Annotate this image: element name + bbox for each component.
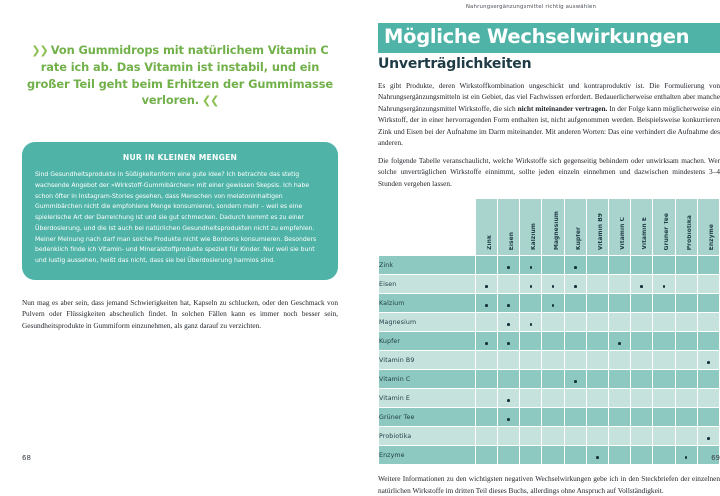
right-paragraph-1 bbox=[378, 80, 720, 149]
table-cell-marked bbox=[476, 275, 497, 293]
table-row bbox=[379, 351, 719, 369]
table-column-header-label: Kupfer bbox=[575, 227, 582, 251]
table-cell-empty bbox=[476, 408, 497, 426]
table-cell-empty bbox=[542, 389, 563, 407]
table-cell-empty bbox=[631, 294, 652, 312]
pull-quote-text: Von Gummidrops mit natürlichem Vitamin C rate ich ab. Das Vitamin ist instabil, und ein großer Teil geht beim Erhitzen der Gummimasse verloren. bbox=[26, 43, 334, 108]
table-cell-empty bbox=[631, 408, 652, 426]
table-column-header-label: Eisen bbox=[509, 231, 516, 251]
table-cell-marked bbox=[476, 294, 497, 312]
table-cell-empty bbox=[565, 389, 586, 407]
table-cell-empty bbox=[520, 351, 541, 369]
interaction-dot-icon bbox=[618, 342, 621, 345]
table-row-label: Vitamin B9 bbox=[379, 351, 475, 369]
page-number-right: 69 bbox=[711, 454, 720, 462]
table-cell-marked bbox=[520, 275, 541, 293]
table-column-header bbox=[653, 199, 674, 255]
table-cell-empty bbox=[676, 351, 697, 369]
table-cell-empty bbox=[498, 370, 519, 388]
interaction-dot-icon bbox=[574, 285, 577, 288]
table-cell-empty bbox=[542, 446, 563, 464]
table-column-header-label: Grüner Tee bbox=[664, 212, 671, 251]
table-cell-empty bbox=[676, 332, 697, 350]
table-cell-empty bbox=[653, 408, 674, 426]
left-body-paragraph: Nun mag es aber sein, dass jemand Schwierigkeiten hat, Kapseln zu schlucken, oder den Geschmack von Pulvern oder Flüssigkeiten abscheulich findet. In solchen Fällen kann es immer noch besser sein, Gesundheitsprodukte in Gummiform einzunehmen, als ganz darauf zu verzichten. bbox=[22, 297, 338, 330]
table-cell-marked bbox=[609, 332, 630, 350]
table-column-header-label: Vitamin B9 bbox=[597, 212, 604, 251]
table-cell-empty bbox=[631, 446, 652, 464]
table-cell-empty bbox=[631, 256, 652, 274]
table-cell-marked bbox=[565, 370, 586, 388]
interaction-dot-icon bbox=[707, 361, 710, 364]
table-cell-empty bbox=[698, 313, 719, 331]
table-cell-empty bbox=[565, 351, 586, 369]
table-cell-empty bbox=[653, 294, 674, 312]
callout-box bbox=[22, 142, 338, 279]
interaction-dot-icon bbox=[663, 285, 666, 288]
table-row bbox=[379, 313, 719, 331]
table-cell-empty bbox=[609, 427, 630, 445]
table-cell-empty bbox=[609, 351, 630, 369]
table-row bbox=[379, 370, 719, 388]
table-column-header bbox=[498, 199, 519, 255]
interaction-dot-icon bbox=[574, 266, 577, 269]
table-row-label: Vitamin C bbox=[379, 370, 475, 388]
table-cell-marked bbox=[476, 332, 497, 350]
table-row bbox=[379, 446, 719, 464]
table-column-header-label: Zink bbox=[486, 235, 493, 251]
interaction-dot-icon bbox=[507, 342, 510, 345]
table-cell-empty bbox=[476, 313, 497, 331]
right-paragraph-1-a: Es gibt Produkte, deren Wirkstoffkombination ungeschickt und kontraproduktiv ist. Die Formulierung von Nahrungsergänzungsmitteln ist ein Gebiet, das viel Fachwissen erfordert. Bedauerlicherweise enthalten aber manche Nahrungsergänzungsmittel Wirkstoffe, die sich bbox=[378, 81, 720, 113]
table-cell-empty bbox=[565, 294, 586, 312]
table-column-header bbox=[520, 199, 541, 255]
table-cell-empty bbox=[520, 370, 541, 388]
interaction-dot-icon bbox=[507, 418, 510, 421]
table-column-header bbox=[542, 199, 563, 255]
table-cell-empty bbox=[698, 275, 719, 293]
table-cell-empty bbox=[698, 408, 719, 426]
table-cell-marked bbox=[631, 275, 652, 293]
table-cell-empty bbox=[565, 313, 586, 331]
table-corner-cell bbox=[379, 199, 475, 255]
table-cell-empty bbox=[520, 427, 541, 445]
right-paragraph-2: Die folgende Tabelle veranschaulicht, welche Wirkstoffe sich gegenseitig behindern oder unwirksam machen. Wer solche unverträglichen Wirkstoffe einnimmt, sollte jeden einzeln einnehmen und dazwischen mindestens 3–4 Stunden vergehen lassen. bbox=[378, 155, 720, 188]
table-cell-empty bbox=[587, 256, 608, 274]
interaction-dot-icon bbox=[552, 304, 555, 307]
table-cell-empty bbox=[587, 408, 608, 426]
table-row-label: Magnesium bbox=[379, 313, 475, 331]
table-cell-empty bbox=[676, 275, 697, 293]
table-column-header-label: Vitamin E bbox=[642, 217, 649, 251]
table-cell-empty bbox=[542, 370, 563, 388]
left-page bbox=[0, 0, 360, 474]
interaction-dot-icon bbox=[530, 285, 533, 288]
table-row-label: Eisen bbox=[379, 275, 475, 293]
table-cell-empty bbox=[653, 332, 674, 350]
table-cell-empty bbox=[476, 446, 497, 464]
callout-body: Sind Gesundheitsprodukte in Süßigkeitenform eine gute Idee? Ich betrachte das stetig wachsende Angebot der »Wirkstoff-Gummibärchen« mit einer gewissen Skepsis. Ich habe schon öfter in Instagram-Stories gesehen, dass Menschen von melatoninhaltigen Gummibärchen nicht die empfohlene Menge konsumieren, sondern mehr – weil es eine spielerische Art der Darreichung ist und sie gut schmecken. Dadurch kommt es zu einer Überdosierung, und die ist auch bei natürlichen Gesundheitsprodukten nicht zu empfehlen. Meiner Meinung nach darf man solche Produkte nicht wie Bonbons konsumieren. Besonders bedenklich finde ich Vitamin- und Mineralstoffprodukte speziell für Kinder. Nur weil sie bunt und lustig aussehen, heißt das nicht, dass sie bei Überdosierung harmlos sind. bbox=[35, 171, 317, 264]
right-paragraph-3: Weitere Informationen zu den wichtigsten negativen Wechselwirkungen gebe ich in den Steckbriefen der einzelnen natürlichen Wirkstoffe im dritten Teil dieses Buchs, allerdings ohne Anspruch auf Vollständigkeit. bbox=[378, 474, 720, 495]
table-cell-empty bbox=[653, 389, 674, 407]
table-row-label: Kupfer bbox=[379, 332, 475, 350]
interaction-dot-icon bbox=[685, 456, 688, 459]
table-cell-marked bbox=[542, 294, 563, 312]
table-cell-empty bbox=[609, 370, 630, 388]
table-column-header-label: Enzyme bbox=[708, 223, 715, 251]
interaction-dot-icon bbox=[485, 285, 488, 288]
table-column-header bbox=[609, 199, 630, 255]
table-cell-empty bbox=[698, 332, 719, 350]
table-cell-empty bbox=[587, 313, 608, 331]
page-number-left: 68 bbox=[22, 454, 31, 462]
table-column-header-label: Magnesium bbox=[553, 211, 560, 251]
table-column-header bbox=[676, 199, 697, 255]
table-cell-marked bbox=[565, 275, 586, 293]
interaction-table bbox=[378, 198, 720, 465]
table-column-header-label: Vitamin C bbox=[620, 217, 627, 251]
table-cell-empty bbox=[631, 332, 652, 350]
table-cell-empty bbox=[698, 294, 719, 312]
table-row-label: Vitamin E bbox=[379, 389, 475, 407]
table-cell-marked bbox=[565, 256, 586, 274]
table-cell-empty bbox=[520, 446, 541, 464]
interaction-dot-icon bbox=[574, 380, 577, 383]
table-cell-empty bbox=[653, 351, 674, 369]
table-cell-empty bbox=[631, 370, 652, 388]
table-cell-empty bbox=[587, 427, 608, 445]
table-cell-marked bbox=[653, 275, 674, 293]
interaction-dot-icon bbox=[596, 456, 599, 459]
table-cell-empty bbox=[565, 332, 586, 350]
table-row bbox=[379, 275, 719, 293]
table-cell-empty bbox=[631, 351, 652, 369]
table-cell-empty bbox=[609, 294, 630, 312]
table-row bbox=[379, 427, 719, 445]
table-row bbox=[379, 294, 719, 312]
table-cell-empty bbox=[542, 427, 563, 445]
table-cell-empty bbox=[631, 313, 652, 331]
table-cell-empty bbox=[587, 332, 608, 350]
table-cell-empty bbox=[542, 351, 563, 369]
table-cell-empty bbox=[498, 446, 519, 464]
table-cell-marked bbox=[498, 408, 519, 426]
interaction-dot-icon bbox=[507, 266, 510, 269]
interaction-dot-icon bbox=[552, 285, 555, 288]
table-column-header bbox=[698, 199, 719, 255]
table-cell-marked bbox=[498, 313, 519, 331]
table-cell-empty bbox=[476, 256, 497, 274]
table-cell-empty bbox=[676, 313, 697, 331]
pull-quote bbox=[22, 42, 338, 109]
table-column-header bbox=[476, 199, 497, 255]
table-cell-empty bbox=[565, 408, 586, 426]
table-column-header-label: Probiotika bbox=[686, 214, 693, 251]
table-cell-empty bbox=[520, 389, 541, 407]
right-page bbox=[360, 0, 720, 495]
chapter-banner-title: Mögliche Wechselwirkungen bbox=[378, 23, 720, 53]
quote-open-icon: ❯❯ bbox=[31, 44, 48, 57]
table-cell-empty bbox=[520, 332, 541, 350]
table-cell-empty bbox=[698, 256, 719, 274]
table-cell-marked bbox=[542, 275, 563, 293]
table-cell-marked bbox=[698, 427, 719, 445]
table-cell-empty bbox=[587, 389, 608, 407]
table-column-header bbox=[587, 199, 608, 255]
table-cell-empty bbox=[542, 313, 563, 331]
table-cell-empty bbox=[498, 275, 519, 293]
table-cell-empty bbox=[676, 427, 697, 445]
table-cell-empty bbox=[631, 427, 652, 445]
table-cell-empty bbox=[565, 427, 586, 445]
table-cell-empty bbox=[587, 275, 608, 293]
table-cell-empty bbox=[653, 256, 674, 274]
table-cell-empty bbox=[587, 294, 608, 312]
table-cell-marked bbox=[587, 446, 608, 464]
interaction-dot-icon bbox=[707, 437, 710, 440]
section-heading: Unverträglichkeiten bbox=[378, 56, 532, 72]
table-cell-empty bbox=[542, 256, 563, 274]
table-cell-empty bbox=[676, 408, 697, 426]
table-cell-empty bbox=[476, 389, 497, 407]
table-cell-empty bbox=[498, 351, 519, 369]
table-cell-empty bbox=[653, 427, 674, 445]
table-cell-empty bbox=[676, 294, 697, 312]
table-row bbox=[379, 389, 719, 407]
table-row-label: Grüner Tee bbox=[379, 408, 475, 426]
table-cell-marked bbox=[498, 256, 519, 274]
interaction-table-header-row bbox=[379, 199, 719, 255]
table-row-label: Probiotika bbox=[379, 427, 475, 445]
interaction-dot-icon bbox=[507, 399, 510, 402]
interaction-dot-icon bbox=[530, 323, 533, 326]
table-column-header-label: Kalzium bbox=[531, 223, 538, 251]
table-cell-empty bbox=[631, 389, 652, 407]
quote-close-icon: ❮❮ bbox=[201, 94, 219, 108]
interaction-dot-icon bbox=[507, 323, 510, 326]
table-column-header bbox=[565, 199, 586, 255]
table-cell-empty bbox=[476, 427, 497, 445]
table-cell-empty bbox=[676, 256, 697, 274]
interaction-dot-icon bbox=[507, 304, 510, 307]
table-cell-marked bbox=[498, 389, 519, 407]
interaction-dot-icon bbox=[485, 342, 488, 345]
running-head: Nahrungsergänzungsmittel richtig auswählen bbox=[465, 4, 597, 10]
table-cell-marked bbox=[698, 351, 719, 369]
table-cell-empty bbox=[498, 427, 519, 445]
table-cell-marked bbox=[520, 256, 541, 274]
table-cell-empty bbox=[609, 275, 630, 293]
table-cell-empty bbox=[542, 332, 563, 350]
table-cell-empty bbox=[698, 389, 719, 407]
interaction-dot-icon bbox=[640, 285, 643, 288]
table-cell-empty bbox=[653, 370, 674, 388]
table-cell-empty bbox=[609, 389, 630, 407]
table-cell-empty bbox=[520, 408, 541, 426]
table-cell-empty bbox=[565, 446, 586, 464]
right-paragraph-1-b: In der Folge kann möglicherweise ein Wirkstoff, der in einer hervorragenden Form enthalten ist, nicht aufgenommen werden. Beispielsweise konkurrieren Zink und Eisen bei der Aufnahme im Darm miteinander. Mit anderen Worten: Das eine verhindert die Aufnahme des anderen. bbox=[378, 103, 720, 148]
table-cell-empty bbox=[587, 351, 608, 369]
table-row bbox=[379, 408, 719, 426]
table-cell-empty bbox=[609, 408, 630, 426]
table-column-header bbox=[631, 199, 652, 255]
interaction-table-wrapper bbox=[378, 198, 720, 465]
table-cell-empty bbox=[542, 408, 563, 426]
interaction-table-body bbox=[379, 256, 719, 464]
table-cell-empty bbox=[609, 446, 630, 464]
table-cell-empty bbox=[676, 389, 697, 407]
table-row-label: Enzyme bbox=[379, 446, 475, 464]
table-cell-empty bbox=[520, 294, 541, 312]
interaction-dot-icon bbox=[485, 304, 488, 307]
table-cell-empty bbox=[476, 351, 497, 369]
callout-title: NUR IN KLEINEN MENGEN bbox=[122, 153, 238, 163]
table-cell-empty bbox=[609, 256, 630, 274]
table-cell-marked bbox=[676, 446, 697, 464]
table-cell-empty bbox=[653, 313, 674, 331]
table-row-label: Kalzium bbox=[379, 294, 475, 312]
table-cell-empty bbox=[476, 370, 497, 388]
right-paragraph-1-bold: nicht miteinander vertragen. bbox=[517, 103, 608, 113]
table-cell-empty bbox=[609, 313, 630, 331]
table-cell-marked bbox=[498, 294, 519, 312]
table-cell-empty bbox=[587, 370, 608, 388]
table-row-label: Zink bbox=[379, 256, 475, 274]
table-cell-marked bbox=[498, 332, 519, 350]
interaction-table-head bbox=[379, 199, 719, 255]
interaction-dot-icon bbox=[530, 266, 533, 269]
table-cell-empty bbox=[676, 370, 697, 388]
table-row bbox=[379, 332, 719, 350]
table-cell-marked bbox=[520, 313, 541, 331]
table-row bbox=[379, 256, 719, 274]
table-cell-empty bbox=[653, 446, 674, 464]
table-cell-empty bbox=[698, 370, 719, 388]
